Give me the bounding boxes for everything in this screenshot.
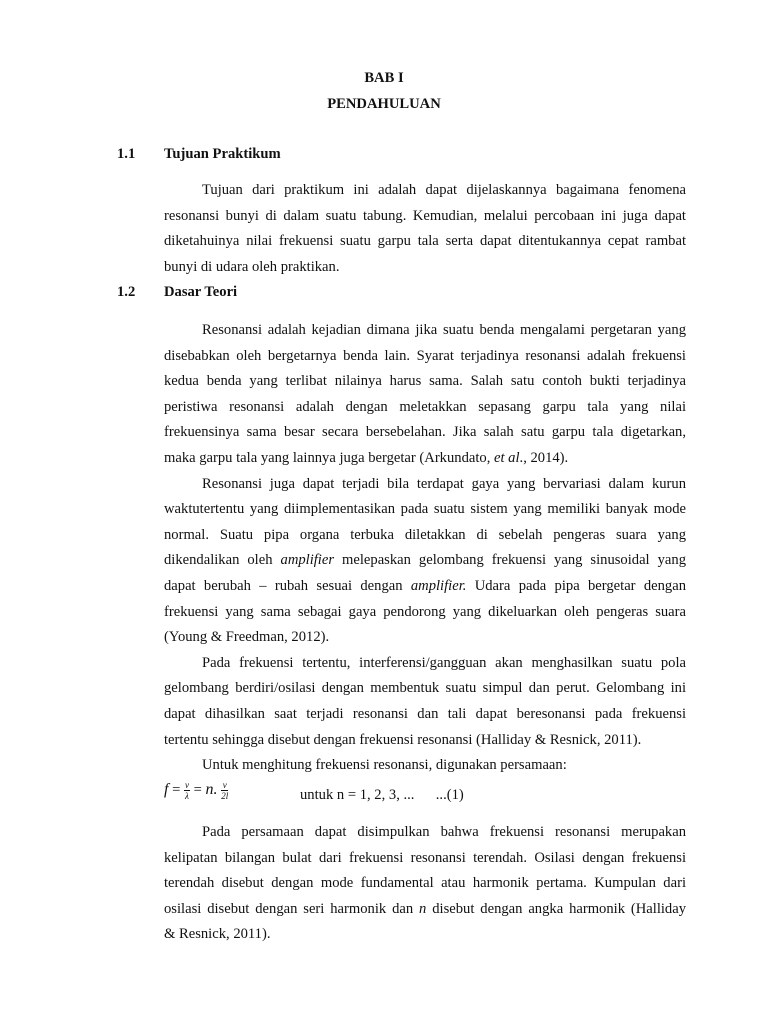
text-line: bunyi di udara oleh praktikan. (164, 258, 340, 275)
text-line: kedua benda yang terlibat nilainya harus sama. Salah satu contoh bukti terjadinya (164, 373, 686, 390)
text-line: Pada persamaan dapat disimpulkan bahwa frekuensi resonansi merupakan (202, 824, 686, 840)
section-number-1-2: 1.2 (117, 284, 136, 300)
fraction-v-over-lambda: $\frac{v}{\lambda}$ (185, 780, 189, 801)
chapter-title: PENDAHULUAN (327, 96, 441, 112)
paragraph-resonansi-1 (164, 318, 686, 779)
section-number-1-1: 1.1 (117, 146, 136, 162)
text-line: diketahuinya nilai frekuensi suatu garpu tala serta dapat ditentukannya cepat rambat (164, 233, 686, 250)
equation-number: ...(1) (435, 787, 464, 803)
fraction-v-over-2l: $\frac{v}{2l}$ (221, 780, 229, 801)
text-line: frekuensi yang sama sebagai gaya pendorong yang dikeluarkan oleh pengeras suara (164, 603, 686, 620)
text-line: Resonansi juga dapat terjadi bila terdapat gaya yang bervariasi dalam kurun (202, 475, 686, 492)
equation-resonance-frequency: f = $\frac{v}{\lambda}$ = n. $\frac{v}{2l}$ (164, 780, 229, 801)
text-line: (Young & Freedman, 2012). (164, 629, 330, 646)
section-heading-tujuan: Tujuan Praktikum (164, 146, 281, 162)
text-line: Tujuan dari praktikum ini adalah dapat dijelaskannya bagaimana fenomena (202, 182, 686, 198)
chapter-label: BAB I (364, 70, 404, 86)
text-line: dapat berubah – rubah sesuai dengan amplifier. Udara pada pipa bergetar dengan (164, 577, 687, 594)
paragraph-tujuan (164, 178, 686, 280)
text-line: kelipatan bilangan bulat dari frekuensi resonansi terendah. Osilasi dengan frekuensi (164, 849, 686, 866)
equation-condition: untuk n = 1, 2, 3, ... ...(1) (300, 787, 464, 803)
text-line: dikendalikan oleh amplifier melepaskan gelombang frekuensi yang sinusoidal yang (164, 552, 686, 569)
text-line: gelombang berdiri/osilasi dengan membentuk suatu simpul dan perut. Gelombang ini (164, 680, 686, 697)
text-line: terendah disebut dengan mode fundamental atau harmonik pertama. Kumpulan dari (164, 875, 686, 892)
text-line: waktutertentu yang diimplementasikan pada suatu sistem yang memiliki banyak mode (164, 501, 686, 518)
text-line: & Resnick, 2011). (164, 926, 271, 943)
text-line: Resonansi adalah kejadian dimana jika suatu benda mengalami pergetaran yang (202, 322, 686, 338)
text-line: osilasi disebut dengan seri harmonik dan n disebut dengan angka harmonik (Halliday (164, 900, 687, 917)
section-heading-dasar-teori: Dasar Teori (164, 284, 238, 300)
text-line: Untuk menghitung frekuensi resonansi, digunakan persamaan: (202, 757, 567, 774)
text-line: disebabkan oleh bergetarnya benda lain. Syarat terjadinya resonansi adalah frekuensi (164, 347, 686, 364)
paragraph-kesimpulan (164, 820, 686, 948)
text-line: frekuensinya sama besar secara bersebelahan. Jika salah satu garpu tala digetarkan, (164, 424, 686, 441)
text-line: resonansi bunyi di dalam suatu tabung. Kemudian, melalui percobaan ini juga dapat (164, 207, 686, 224)
text-line: dapat dihasilkan saat terjadi resonansi dan tali dapat beresonansi pada frekuensi (164, 705, 686, 722)
text-line: tertentu sehingga disebut dengan frekuensi resonansi (Halliday & Resnick, 2011). (164, 731, 642, 748)
text-line: Pada frekuensi tertentu, interferensi/gangguan akan menghasilkan suatu pola (202, 654, 686, 671)
text-line: normal. Suatu pipa organa terbuka diletakkan di sebelah pengeras suara yang (164, 526, 686, 543)
text-line: maka garpu tala yang lainnya juga bergetar (Arkundato, et al., 2014). (164, 449, 569, 466)
text-line: peristiwa resonansi adalah dengan meletakkan sepasang garpu tala yang nilai (164, 398, 686, 415)
